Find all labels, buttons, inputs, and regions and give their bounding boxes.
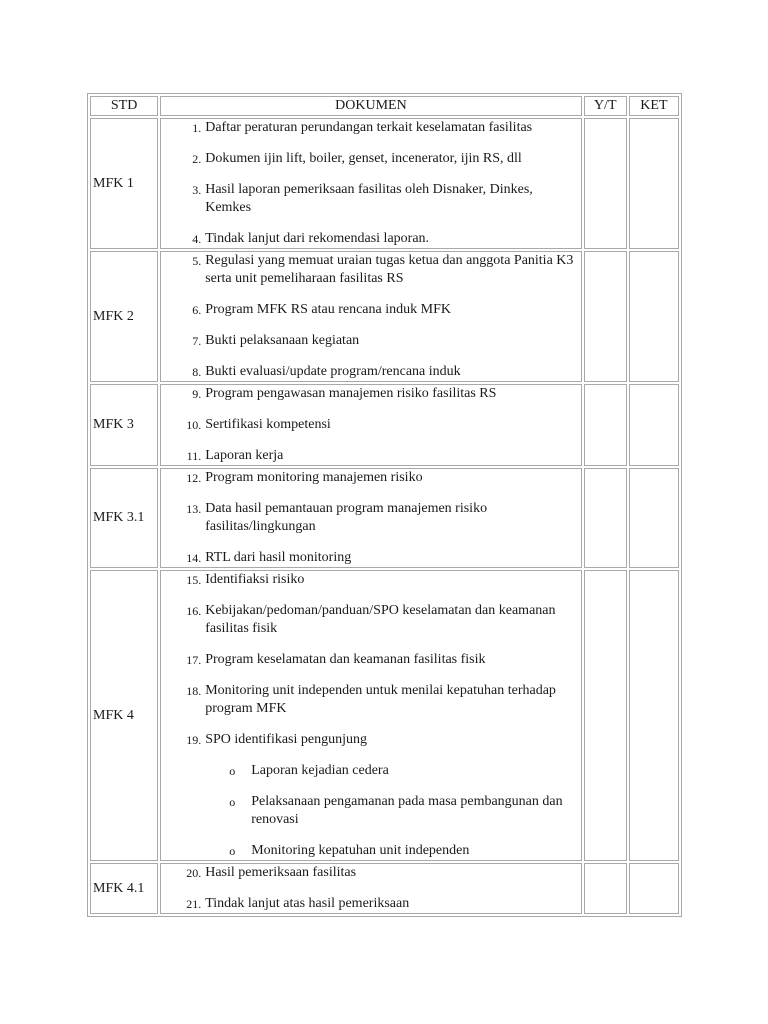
table-row	[90, 863, 679, 914]
list-item-number: 16.	[186, 604, 202, 618]
header-dokumen: DOKUMEN	[160, 96, 581, 116]
sub-list	[205, 762, 578, 860]
list-item-text: Bukti pelaksanaan kegiatan	[205, 333, 360, 348]
list-item-number: 8.	[192, 365, 202, 379]
ket-cell	[629, 468, 679, 568]
list-item-text: Program MFK RS atau rencana induk MFK	[205, 302, 451, 317]
document-list	[163, 469, 578, 567]
std-cell: MFK 3.1	[90, 468, 158, 568]
list-item-text: Program keselamatan dan keamanan fasilitas fisik	[205, 652, 486, 667]
list-item-number: 4.	[192, 232, 202, 246]
list-item	[163, 602, 578, 638]
std-cell: MFK 4.1	[90, 863, 158, 914]
dokumen-cell	[160, 468, 581, 568]
table-row	[90, 251, 679, 382]
list-item	[163, 181, 578, 217]
list-item-number: 5.	[192, 254, 202, 268]
list-item-text: Data hasil pemantauan program manajemen risiko fasilitas/lingkungan	[205, 501, 488, 534]
table-row	[90, 468, 679, 568]
list-item-text: Dokumen ijin lift, boiler, genset, incenerator, ijin RS, dll	[205, 151, 522, 166]
yt-cell	[584, 570, 627, 861]
dokumen-cell	[160, 118, 581, 249]
sub-list-item	[205, 793, 578, 829]
table-row	[90, 384, 679, 466]
sub-list-item-text: Laporan kejadian cedera	[251, 763, 389, 778]
yt-cell	[584, 118, 627, 249]
dokumen-cell	[160, 251, 581, 382]
document-checklist-table	[87, 93, 682, 917]
header-ket: KET	[629, 96, 679, 116]
list-item	[163, 119, 578, 137]
list-item-number: 15.	[186, 573, 202, 587]
list-item	[163, 385, 578, 403]
list-item-text: Bukti evaluasi/update program/rencana induk	[205, 364, 461, 379]
list-item-text: Tindak lanjut atas hasil pemeriksaan	[205, 896, 410, 911]
ket-cell	[629, 863, 679, 914]
dokumen-cell	[160, 570, 581, 861]
list-item-text: Regulasi yang memuat uraian tugas ketua dan anggota Panitia K3 serta unit pemeliharaan fasilitas RS	[205, 253, 574, 286]
header-std: STD	[90, 96, 158, 116]
list-item-text: Hasil laporan pemeriksaan fasilitas oleh Disnaker, Dinkes, Kemkes	[205, 182, 533, 215]
list-item-number: 19.	[186, 733, 202, 747]
list-item-number: 1.	[192, 121, 202, 135]
document-list	[163, 252, 578, 381]
std-cell: MFK 3	[90, 384, 158, 466]
dokumen-cell	[160, 863, 581, 914]
circle-bullet-icon: o	[229, 844, 236, 858]
ket-cell	[629, 118, 679, 249]
list-item	[163, 651, 578, 669]
document-list	[163, 571, 578, 860]
std-cell: MFK 2	[90, 251, 158, 382]
ket-cell	[629, 384, 679, 466]
list-item-number: 11.	[186, 449, 202, 463]
list-item-text: Monitoring unit independen untuk menilai kepatuhan terhadap program MFK	[205, 683, 556, 716]
list-item-text: Identifiaksi risiko	[205, 572, 305, 587]
list-item	[163, 416, 578, 434]
list-item-number: 10.	[186, 418, 202, 432]
ket-cell	[629, 570, 679, 861]
list-item	[163, 549, 578, 567]
yt-cell	[584, 863, 627, 914]
list-item	[163, 500, 578, 536]
sub-list-item	[205, 762, 578, 780]
std-cell: MFK 4	[90, 570, 158, 861]
list-item-number: 18.	[186, 684, 202, 698]
list-item-number: 14.	[186, 551, 202, 565]
list-item	[163, 363, 578, 381]
list-item-text: SPO identifikasi pengunjung	[205, 732, 367, 747]
list-item	[163, 230, 578, 248]
list-item-text: Daftar peraturan perundangan terkait keselamatan fasilitas	[205, 120, 533, 135]
list-item-text: Program monitoring manajemen risiko	[205, 470, 423, 485]
list-item-number: 2.	[192, 152, 202, 166]
yt-cell	[584, 384, 627, 466]
list-item-number: 9.	[192, 387, 202, 401]
list-item-number: 20.	[186, 866, 202, 880]
table-row	[90, 570, 679, 861]
list-item	[163, 731, 578, 860]
list-item-number: 17.	[186, 653, 202, 667]
dokumen-cell	[160, 384, 581, 466]
list-item	[163, 469, 578, 487]
sub-list-item-text: Monitoring kepatuhan unit independen	[251, 843, 470, 858]
circle-bullet-icon: o	[229, 795, 236, 809]
list-item-text: Sertifikasi kompetensi	[205, 417, 331, 432]
list-item	[163, 150, 578, 168]
list-item	[163, 895, 578, 913]
ket-cell	[629, 251, 679, 382]
list-item-text: Hasil pemeriksaan fasilitas	[205, 865, 357, 880]
list-item-text: Kebijakan/pedoman/panduan/SPO keselamatan dan keamanan fasilitas fisik	[205, 603, 556, 636]
list-item	[163, 332, 578, 350]
sub-list-item-text: Pelaksanaan pengamanan pada masa pembangunan dan renovasi	[251, 794, 563, 827]
list-item	[163, 447, 578, 465]
yt-cell	[584, 251, 627, 382]
header-yt: Y/T	[584, 96, 627, 116]
list-item-text: Laporan kerja	[205, 448, 284, 463]
list-item-number: 13.	[186, 502, 202, 516]
list-item-text: Program pengawasan manajemen risiko fasilitas RS	[205, 386, 497, 401]
circle-bullet-icon: o	[229, 764, 236, 778]
list-item-number: 12.	[186, 471, 202, 485]
std-cell: MFK 1	[90, 118, 158, 249]
list-item-number: 3.	[192, 183, 202, 197]
list-item-text: RTL dari hasil monitoring	[205, 550, 352, 565]
list-item-number: 6.	[192, 303, 202, 317]
list-item-text: Tindak lanjut dari rekomendasi laporan.	[205, 231, 430, 246]
list-item-number: 21.	[186, 897, 202, 911]
table-row	[90, 118, 679, 249]
yt-cell	[584, 468, 627, 568]
document-list	[163, 119, 578, 248]
header-row	[90, 96, 679, 116]
document-list	[163, 385, 578, 465]
list-item	[163, 864, 578, 882]
list-item-number: 7.	[192, 334, 202, 348]
list-item	[163, 571, 578, 589]
document-list	[163, 864, 578, 913]
list-item	[163, 682, 578, 718]
list-item	[163, 301, 578, 319]
sub-list-item	[205, 842, 578, 860]
list-item	[163, 252, 578, 288]
